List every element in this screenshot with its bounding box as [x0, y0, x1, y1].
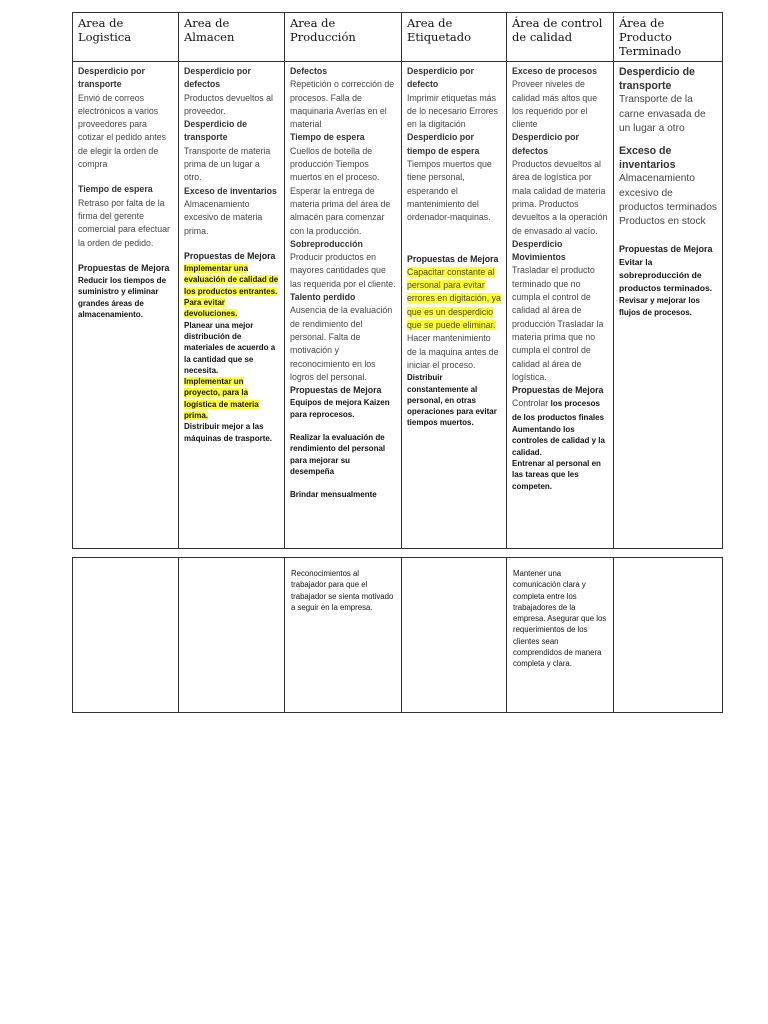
- calidad-proposal: Entrenar al personal en las tareas que les competen.: [512, 458, 601, 491]
- calidad-proposal-lead: Controlar: [512, 398, 549, 409]
- etiquetado-proposal: Hacer mantenimiento de la maquina antes de iniciar el proceso.: [407, 333, 499, 370]
- produccion-proposals-title: Propuestas de Mejora: [290, 385, 382, 396]
- produccion-proposal: Realizar la evaluación de rendimiento del personal para mejorar su desempeña: [290, 433, 386, 476]
- logistica-proposals-title: Propuestas de Mejora: [78, 262, 170, 273]
- header-logistica: Area de Logistica: [73, 13, 179, 62]
- produccion-proposal: Brindar mensualmente: [290, 490, 377, 500]
- cont-cell-etiquetado: [402, 558, 507, 713]
- produccion-continued-text: Reconocimientos al trabajador para que el trabajador se sienta motivado a seguir en la empresa.: [291, 569, 394, 612]
- cell-producto-terminado: [614, 62, 723, 549]
- almacen-section-text: Transporte de materia prima de un lugar a otro.: [184, 145, 271, 183]
- terminado-section-text: Transporte de la carne envasada de un lugar a otro: [619, 94, 706, 134]
- almacen-proposal-highlighted: Implementar una evaluación de calidad de los productos entrantes. Para evitar devoluciones.: [184, 264, 279, 319]
- terminado-section-title: Exceso de inventarios: [619, 145, 676, 172]
- cell-almacen: [179, 62, 285, 549]
- header-etiquetado: Area de Etiquetado: [402, 13, 507, 62]
- calidad-proposal: los procesos de los productos finales: [512, 399, 605, 422]
- cont-cell-producto-terminado: [614, 558, 723, 713]
- produccion-proposal: Equipos de mejora Kaizen para reprocesos.: [290, 398, 390, 419]
- header-almacen: Area de Almacen: [179, 13, 285, 62]
- produccion-section-text: Repetición o corrección de procesos. Falla de maquinaria Averías en el material: [290, 79, 395, 130]
- header-row: [73, 13, 723, 62]
- cell-etiquetado: [402, 62, 507, 549]
- almacen-section-text: Almacenamiento excesivo de materia prima.: [184, 198, 263, 236]
- calidad-section-title: Desperdicio Movimientos: [512, 238, 566, 263]
- terminado-proposal: Evitar la sobreproducción de productos terminados.: [619, 257, 713, 294]
- produccion-section-text: Producir productos en mayores cantidades que las requerida por el cliente.: [290, 252, 396, 289]
- content-row: [73, 62, 723, 549]
- logistica-section-title: Desperdicio por transporte: [78, 66, 145, 90]
- header-control-calidad: Área de control de calidad: [507, 13, 614, 62]
- cell-logistica: [73, 62, 179, 549]
- etiquetado-proposal: Distribuir constantemente al personal, en otras operaciones para evitar tiempos muertos.: [407, 373, 497, 428]
- header-producto-terminado: Área de Producto Terminado: [614, 13, 723, 62]
- cont-cell-produccion: [285, 558, 402, 713]
- almacen-section-title: Desperdicio por defectos: [184, 66, 251, 90]
- cell-produccion: [285, 62, 402, 549]
- produccion-section-title: Defectos: [290, 66, 328, 76]
- calidad-section-title: Desperdicio por defectos: [512, 132, 579, 156]
- etiquetado-section-text: Tiempos muertos que tiene personal, esperando el mantenimiento del ordenador-maquinas.: [407, 159, 492, 223]
- calidad-section-text: Trasladar el producto terminado que no cumpla el control de calidad al área de producción Trasladar la materia prima que no cumpla el control de calidad al área de logística.: [512, 265, 604, 382]
- continuation-row: [73, 558, 723, 713]
- cont-cell-almacen: [179, 558, 285, 713]
- produccion-section-title: Sobreproducción: [290, 238, 363, 249]
- almacen-proposal: Planear una mejor distribución de materiales de acuerdo a la cantidad que se necesita.: [184, 320, 276, 375]
- almacen-proposal-highlighted: Implementar un proyecto, para la logística de materia prima.: [184, 377, 259, 421]
- terminado-section-title: Desperdicio de transporte: [619, 66, 695, 93]
- cell-control-calidad: [507, 62, 614, 549]
- almacen-proposal: Distribuir mejor a las máquinas de trasporte.: [184, 422, 273, 443]
- produccion-section-text: Cuellos de botella de producción Tiempos muertos en el proceso. Esperar la entrega de materia prima del área de almacén para comenzar con la producción.: [290, 145, 391, 236]
- cont-cell-logistica: [73, 558, 179, 713]
- almacen-section-text: Productos devueltos al proveedor.: [184, 92, 273, 116]
- almacen-proposals-title: Propuestas de Mejora: [184, 250, 276, 261]
- etiquetado-section-title: Desperdicio por tiempo de espera: [407, 132, 480, 156]
- calidad-section-title: Exceso de procesos: [512, 66, 598, 76]
- calidad-proposal: Aumentando los controles de calidad y la calidad.: [512, 425, 605, 457]
- calidad-section-text: Proveer niveles de calidad más altos que los requerido por el cliente: [512, 79, 598, 130]
- calidad-continued-text: Mantener una comunicación clara y completa entre los trabajadores de la empresa. Asegurar que los requerimientos de los clientes sean comprendidos de manera completa y clara.: [513, 569, 607, 669]
- produccion-section-title: Tiempo de espera: [290, 132, 365, 143]
- calidad-section-text: Productos devueltos al área de logística por mala calidad de materia prima. Productos devueltos a la operación de envasado al vacío.: [512, 159, 608, 236]
- terminado-section-text: Almacenamiento excesivo de productos terminados Productos en stock: [619, 173, 717, 228]
- produccion-section-text: Ausencia de la evaluación de rendimiento del personal. Falta de motivación y reconocimiento en los logros del personal.: [290, 305, 393, 382]
- logistica-section-text: Retraso por falta de la firma del gerente comercial para efectuar la orden de pedido.: [78, 197, 170, 248]
- terminado-proposal: Revisar y mejorar los flujos de procesos.: [619, 296, 700, 317]
- continuation-table: [72, 557, 723, 713]
- terminado-proposals-title: Propuestas de Mejora: [619, 244, 713, 255]
- waste-analysis-table: [72, 12, 723, 549]
- etiquetado-proposal-highlighted: Capacitar constante al personal para evitar errores en digitación, ya que es un desperdicio que se puede eliminar.: [407, 266, 501, 331]
- produccion-section-title: Talento perdido: [290, 292, 356, 303]
- etiquetado-proposals-title: Propuestas de Mejora: [407, 253, 499, 264]
- almacen-section-title: Desperdicio de transporte: [184, 119, 248, 143]
- almacen-section-title: Exceso de inventarios: [184, 185, 277, 196]
- etiquetado-section-title: Desperdicio por defecto: [407, 66, 474, 90]
- calidad-proposals-title: Propuestas de Mejora: [512, 385, 604, 396]
- logistica-proposal: Reducir los tiempos de suministro y eliminar grandes áreas de almacenamiento.: [78, 276, 167, 320]
- cont-cell-control-calidad: [507, 558, 614, 713]
- etiquetado-section-text: Imprimir etiquetas más de lo necesario Errores en la digitación: [407, 92, 498, 130]
- logistica-section-title: Tiempo de espera: [78, 184, 153, 195]
- logistica-section-text: Envió de correos electrónicos a varios proveedores para cotizar el pedido antes de elegir la orden de compra: [78, 92, 167, 170]
- header-produccion: Area de Producción: [285, 13, 402, 62]
